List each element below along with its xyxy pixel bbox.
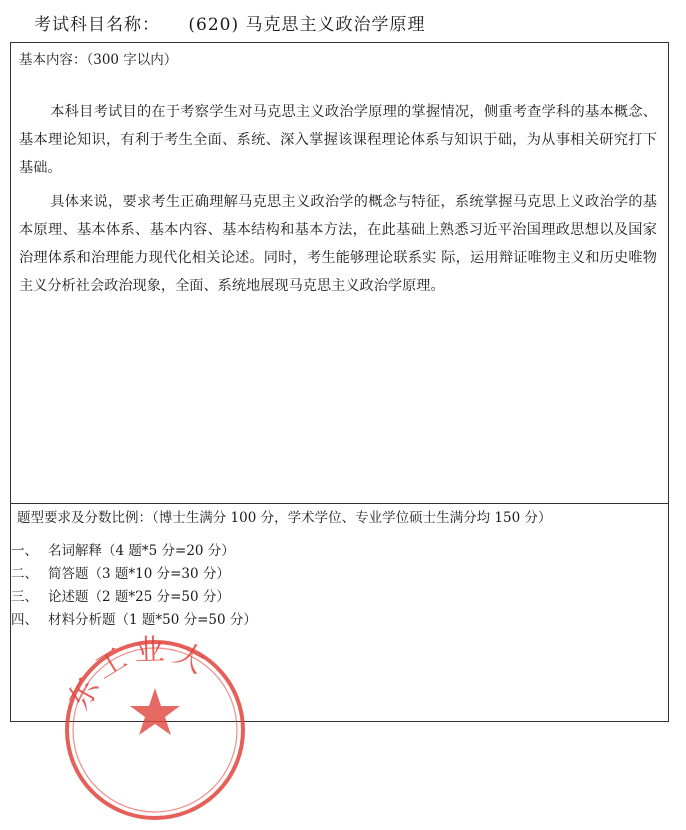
exam-subject-title	[34, 10, 426, 35]
item-text: 材料分析题（1 题*50 分=50 分）	[48, 612, 257, 628]
exam-outline-table	[10, 42, 669, 722]
list-item	[11, 609, 257, 632]
svg-text:东工业大	[61, 632, 215, 715]
item-number: 四、	[11, 612, 38, 628]
item-text: 名词解释（4 题*5 分=20 分）	[48, 543, 235, 559]
basic-content-label: 基本内容：（300 字以内）	[19, 52, 178, 68]
list-item	[11, 540, 257, 563]
content-paragraph-2: 具体来说，要求考生正确理解马克思主义政治学的概念与特征，系统掌握马克思上义政治学的基本原理、基本体系、基本内容、基本结构和基本方法，在此基础上熟悉习近平治国理政思想以及国家治理体系和治理能力现代化相关论述。同时，考生能够理论联系实 际，运用辩证唯物主义和历史唯物主义分析社会政治现象，全面、系统地展现马克思主义政治学原理。	[19, 194, 657, 294]
item-number: 二、	[11, 566, 38, 582]
item-text: 简答题（3 题*10 分=30 分）	[48, 566, 230, 582]
item-number: 三、	[11, 589, 38, 605]
list-item	[11, 563, 257, 586]
question-requirements-label: 题型要求及分数比例：（博士生满分 100 分，学术学位、专业学位硕士生满分均 150 分）	[17, 510, 552, 526]
item-number: 一、	[11, 543, 38, 559]
basic-content-body	[19, 98, 657, 306]
list-item	[11, 586, 257, 609]
subject-code: (620)	[188, 15, 240, 35]
item-text: 论述题（2 题*25 分=50 分）	[48, 589, 230, 605]
content-paragraph-1: 本科目考试目的在于考察学生对马克思主义政治学原理的掌握情况，侧重考查学科的基本概念、基本理论知识，有利于考生全面、系统、深入掌握该课程理论体系与知识于础，为从事相关研究打下基础。	[19, 104, 657, 176]
subject-name: 马克思主义政治学原理	[245, 15, 426, 35]
seal-text: 东工业大	[61, 632, 216, 716]
question-type-list	[11, 540, 257, 632]
subject-label: 考试科目名称：	[34, 15, 160, 35]
official-seal-stamp	[55, 630, 255, 830]
section-divider	[11, 503, 668, 504]
